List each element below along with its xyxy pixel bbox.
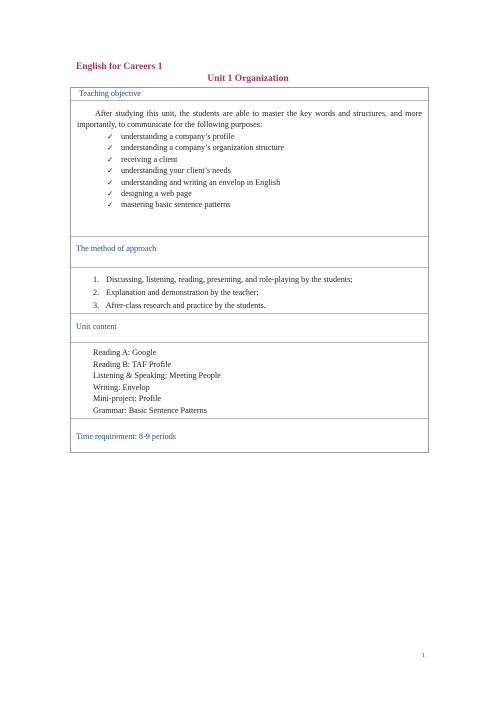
objective-text: receiving a client bbox=[121, 154, 178, 164]
list-item bbox=[107, 165, 284, 176]
teaching-objective-intro: After studying this unit, the students are able to master the key words and structures, and more importantly, to communicate for the following purposes: bbox=[77, 109, 422, 129]
list-item bbox=[93, 286, 353, 299]
unit-title: Unit 1 Organization bbox=[207, 74, 289, 84]
objective-text: mastering basic sentence patterns bbox=[121, 200, 231, 210]
list-item: Listening & Speaking: Meeting People bbox=[93, 371, 221, 381]
list-item bbox=[107, 154, 284, 165]
teaching-objective-header-row bbox=[71, 88, 428, 101]
list-item: Reading A: Google bbox=[93, 348, 157, 357]
check-mark-icon: ✓ bbox=[107, 166, 114, 176]
teaching-objective-body-row bbox=[71, 101, 428, 237]
objective-text: understanding and writing an envelop in English bbox=[121, 177, 281, 187]
method-body-row bbox=[71, 268, 428, 314]
check-mark-icon: ✓ bbox=[107, 143, 114, 153]
objective-text: designing a web page bbox=[121, 189, 192, 199]
check-mark-icon: ✓ bbox=[107, 154, 114, 164]
time-requirement-heading: Time requirement: 8-9 periods bbox=[76, 432, 176, 441]
page-number: 1 bbox=[422, 653, 425, 659]
unit-content-list bbox=[93, 347, 221, 417]
objective-text: understanding a company’s organization structure bbox=[121, 143, 285, 153]
list-item bbox=[107, 177, 284, 188]
list-item: Writing: Envelop bbox=[93, 382, 150, 392]
objective-text: understanding your client’s needs bbox=[121, 166, 231, 176]
unit-content-body-row bbox=[71, 343, 428, 419]
objective-list bbox=[107, 131, 284, 211]
method-list bbox=[93, 273, 353, 312]
unit-content-header-row bbox=[71, 314, 428, 343]
item-number: 1. bbox=[93, 275, 100, 284]
list-item bbox=[107, 142, 284, 153]
objective-text: understanding a company’s profile bbox=[121, 132, 235, 141]
list-item: Mini-project: Profile bbox=[93, 394, 161, 404]
list-item: Grammar: Basic Sentence Patterns bbox=[93, 405, 207, 415]
syllabus-table bbox=[70, 87, 429, 453]
teaching-objective-heading: Teaching objective bbox=[79, 89, 141, 98]
list-item bbox=[93, 299, 353, 312]
check-mark-icon: ✓ bbox=[107, 200, 114, 210]
method-text: Discussing, listening, reading, presenting, and role-playing by the students; bbox=[106, 275, 353, 284]
check-mark-icon: ✓ bbox=[107, 132, 114, 141]
list-item bbox=[107, 131, 284, 142]
check-mark-icon: ✓ bbox=[107, 189, 114, 199]
method-text: After-class research and practice by the students. bbox=[105, 301, 266, 310]
method-header-row bbox=[71, 237, 428, 268]
method-heading: The method of approach bbox=[76, 244, 157, 253]
course-title: English for Careers 1 bbox=[76, 62, 163, 72]
check-mark-icon: ✓ bbox=[107, 177, 114, 187]
list-item bbox=[107, 188, 284, 199]
list-item bbox=[93, 273, 353, 286]
time-requirement-row bbox=[71, 419, 428, 452]
unit-content-heading: Unit content bbox=[76, 322, 117, 331]
item-number: 3. bbox=[93, 301, 100, 310]
list-item bbox=[107, 199, 284, 210]
item-number: 2. bbox=[93, 288, 100, 297]
method-text: Explanation and demonstration by the teacher; bbox=[106, 288, 259, 297]
list-item: Reading B: TAF Profile bbox=[93, 359, 172, 369]
